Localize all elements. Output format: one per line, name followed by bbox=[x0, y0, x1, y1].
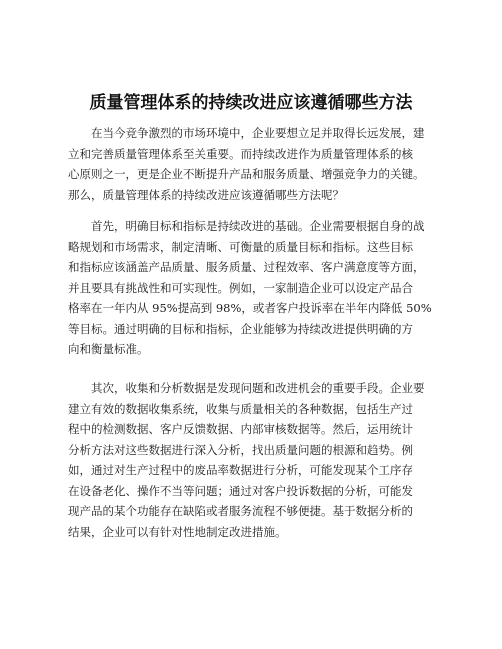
paragraph-goals bbox=[68, 216, 499, 360]
paragraph-intro bbox=[68, 123, 499, 205]
text-line: 格率在一年内从 95%提高到 98%，或者客户投诉率在半年内降低 50% bbox=[68, 301, 432, 315]
text-line: 那么，质量管理体系的持续改进应该遵循哪些方法呢？ bbox=[68, 187, 344, 202]
text-line: 分析方法对这些数据进行深入分析，找出质量问题的根源和趋势。例 bbox=[68, 442, 413, 457]
paragraph-data-analysis bbox=[68, 378, 499, 542]
text-line: 略规划和市场需求，制定清晰、可衡量的质量目标和指标。这些目标 bbox=[68, 239, 413, 254]
text-line: 心原则之一，更是企业不断提升产品和服务质量、增强竞争力的关键。 bbox=[68, 167, 425, 181]
text-line: 程中的检测数据、客户反馈数据、内部审核数据等。然后，运用统计 bbox=[68, 422, 413, 436]
text-line: 如，通过对生产过程中的废品率数据进行分析，可能发现某个工序存 bbox=[68, 463, 413, 477]
text-line: 现产品的某个功能存在缺陷或者服务流程不够便捷。基于数据分析的 bbox=[68, 504, 413, 518]
document-title: 质量管理体系的持续改进应该遵循哪些方法 bbox=[89, 93, 413, 113]
text-line: 并且要具有挑战性和可实现性。例如，一家制造企业可以设定产品合 bbox=[68, 280, 413, 295]
text-line: 首先，明确目标和指标是持续改进的基础。企业需要根据自身的战 bbox=[91, 219, 425, 233]
text-line: 立和完善质量管理体系至关重要。而持续改进作为质量管理体系的核 bbox=[68, 146, 413, 161]
text-line: 在当今竞争激烈的市场环境中，企业要想立足并取得长远发展，建 bbox=[91, 126, 425, 140]
text-line: 等目标。通过明确的目标和指标，企业能够为持续改进提供明确的方 bbox=[68, 321, 413, 336]
text-line: 和指标应该涵盖产品质量、服务质量、过程效率、客户满意度等方面， bbox=[68, 260, 425, 274]
text-line: 其次，收集和分析数据是发现问题和改进机会的重要手段。企业要 bbox=[91, 381, 425, 395]
text-line: 在设备老化、操作不当等问题；通过对客户投诉数据的分析，可能发 bbox=[68, 483, 413, 498]
text-line: 建立有效的数据收集系统，收集与质量相关的各种数据，包括生产过 bbox=[68, 401, 413, 416]
text-line: 结果，企业可以有针对性地制定改进措施。 bbox=[68, 524, 287, 539]
text-line: 向和衡量标准。 bbox=[68, 342, 149, 356]
